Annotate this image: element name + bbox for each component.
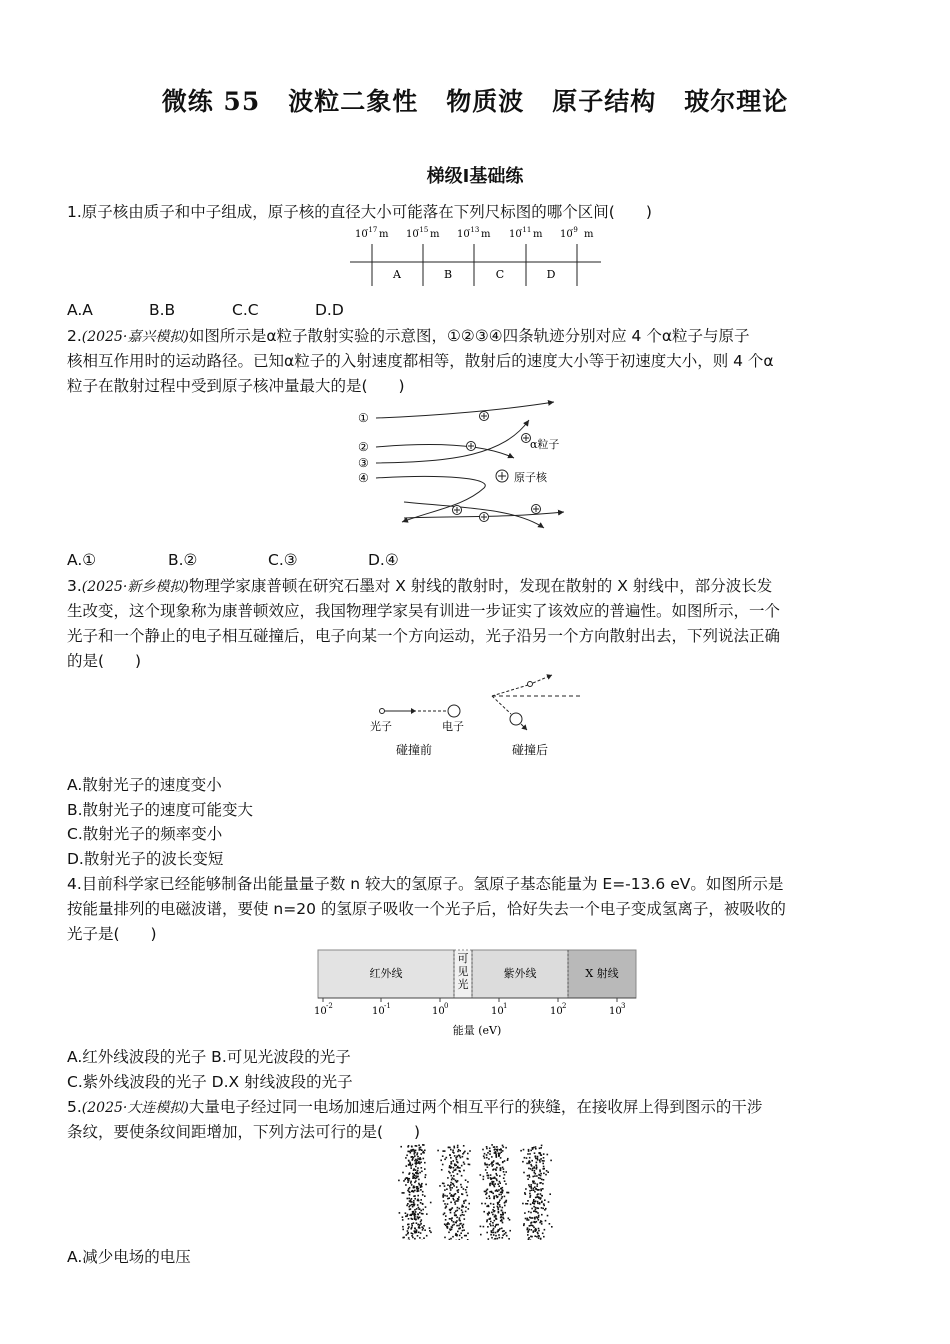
svg-text:-2: -2 <box>326 1002 333 1010</box>
after-label: 碰撞后 <box>512 743 549 757</box>
track-label: ① <box>358 411 369 425</box>
page-title <box>0 82 950 118</box>
svg-text:10: 10 <box>314 1006 327 1017</box>
tick-label <box>491 1002 507 1017</box>
track-label: ③ <box>358 456 369 470</box>
q1-scale-figure <box>345 224 605 290</box>
nucleus-label: 原子核 <box>514 471 547 484</box>
band-label: 紫外线 <box>503 967 537 980</box>
svg-text:-17: -17 <box>366 226 378 234</box>
option[interactable]: B.② <box>168 551 198 569</box>
q3-text: 3.(2025·新乡模拟)物理学家康普顿在研究石墨对 X 射线的散射时，发现在散射的 X 射线中，部分波长发 <box>67 577 773 595</box>
tick-label <box>550 1002 566 1017</box>
svg-text:10: 10 <box>457 229 470 240</box>
svg-text:10: 10 <box>509 229 522 240</box>
band-char: 光 <box>457 978 469 991</box>
scale-label <box>406 226 440 240</box>
svg-text:1: 1 <box>503 1002 508 1010</box>
track-label: ② <box>358 440 369 454</box>
tick-label <box>372 1002 391 1017</box>
tick-label <box>609 1002 625 1017</box>
option[interactable]: A.A <box>67 301 93 319</box>
title-part: 物质波 <box>446 87 525 116</box>
q4-options[interactable]: C.紫外线波段的光子 D.X 射线波段的光子 <box>67 1073 353 1091</box>
scale-region: D <box>546 268 556 281</box>
option[interactable]: C.C <box>232 301 259 319</box>
svg-text:-1: -1 <box>384 1002 391 1010</box>
q5-text: 条纹，要使条纹间距增加，下列方法可行的是( ) <box>67 1123 421 1141</box>
svg-text:10: 10 <box>491 1006 504 1017</box>
q2-text: 粒子在散射过程中受到原子核冲量最大的是( ) <box>67 377 405 395</box>
svg-text:m: m <box>379 229 389 240</box>
svg-text:-15: -15 <box>417 226 429 234</box>
svg-text:-13: -13 <box>468 226 480 234</box>
svg-text:3: 3 <box>621 1002 626 1010</box>
scale-label <box>509 226 543 240</box>
svg-text:m: m <box>430 229 440 240</box>
q3-option[interactable]: C.散射光子的频率变小 <box>67 825 223 843</box>
svg-text:0: 0 <box>444 1002 449 1010</box>
q5-interference-fringes-figure <box>394 1144 556 1240</box>
svg-text:10: 10 <box>550 1006 563 1017</box>
tick-label <box>314 1002 333 1017</box>
option[interactable]: C.③ <box>268 551 298 569</box>
title-part: 微练 55 <box>161 87 261 116</box>
svg-text:m: m <box>481 229 491 240</box>
q4-text: 光子是( ) <box>67 925 157 943</box>
scale-label <box>560 226 594 240</box>
q2-alpha-scattering-figure <box>354 400 584 530</box>
electron-label: 电子 <box>442 720 464 733</box>
title-part: 波粒二象性 <box>288 87 419 116</box>
q3-option[interactable]: A.散射光子的速度变小 <box>67 776 222 794</box>
q4-options[interactable]: A.红外线波段的光子 B.可见光波段的光子 <box>67 1048 351 1066</box>
scale-region: B <box>443 268 453 281</box>
scale-label <box>355 226 389 240</box>
q3-text: 光子和一个静止的电子相互碰撞后，电子向某一个方向运动，光子沿另一个方向散射出去，下列说法正确 <box>67 627 781 645</box>
svg-text:10: 10 <box>372 1006 385 1017</box>
section-subtitle: 梯级Ⅰ基础练 <box>426 166 524 187</box>
option[interactable]: D.④ <box>368 551 399 569</box>
q3-option[interactable]: D.散射光子的波长变短 <box>67 850 224 868</box>
svg-text:2: 2 <box>562 1002 567 1010</box>
photon-label: 光子 <box>370 720 392 733</box>
svg-text:10: 10 <box>609 1006 622 1017</box>
svg-text:m: m <box>584 229 594 240</box>
before-label: 碰撞前 <box>396 743 433 757</box>
q3-text: 的是( ) <box>67 652 142 670</box>
svg-text:10: 10 <box>560 229 573 240</box>
title-part: 玻尔理论 <box>684 87 789 116</box>
scale-region: C <box>495 268 505 281</box>
tick-label <box>432 1002 448 1017</box>
svg-text:10: 10 <box>355 229 368 240</box>
band-char: 可 <box>457 952 469 965</box>
axis-label: 能量 (eV) <box>452 1024 502 1037</box>
q2-text: 2.(2025·嘉兴模拟)如图所示是α粒子散射实验的示意图，①②③④四条轨迹分别对应 4 个α粒子与原子 <box>67 327 750 345</box>
band-label: 红外线 <box>369 967 403 980</box>
scale-label <box>457 226 491 240</box>
svg-text:10: 10 <box>406 229 419 240</box>
q5-option[interactable]: A.减少电场的电压 <box>67 1248 191 1266</box>
q1-options <box>67 298 883 323</box>
svg-text:m: m <box>533 229 543 240</box>
option[interactable]: D.D <box>315 301 344 319</box>
q3-text: 生改变，这个现象称为康普顿效应，我国物理学家吴有训进一步证实了该效应的普遍性。如图所示，一个 <box>67 602 781 620</box>
band-label: X 射线 <box>585 967 619 980</box>
track-label: ④ <box>358 471 369 485</box>
title-part: 原子结构 <box>552 87 657 116</box>
band-char: 见 <box>457 965 469 978</box>
q4-spectrum-figure <box>310 946 644 1040</box>
q3-option[interactable]: B.散射光子的速度可能变大 <box>67 801 254 819</box>
option[interactable]: B.B <box>149 301 176 319</box>
svg-text:-9: -9 <box>571 226 578 234</box>
q2-options <box>67 548 883 573</box>
q5-text: 5.(2025·大连模拟)大量电子经过同一电场加速后通过两个相互平行的狭缝，在接收屏上得到图示的干涉 <box>67 1098 763 1116</box>
svg-text:10: 10 <box>432 1006 445 1017</box>
q4-text: 按能量排列的电磁波谱，要使 n=20 的氢原子吸收一个光子后，恰好失去一个电子变成氢离子，被吸收的 <box>67 900 786 918</box>
scale-region: A <box>393 268 401 281</box>
q3-compton-figure <box>362 670 592 764</box>
q2-text: 核相互作用时的运动路径。已知α粒子的入射速度都相等，散射后的速度大小等于初速度大小，则 4 个α <box>67 352 774 370</box>
alpha-label: α粒子 <box>530 438 560 451</box>
svg-text:-11: -11 <box>520 226 532 234</box>
q4-text: 4.目前科学家已经能够制备出能量量子数 n 较大的氢原子。氢原子基态能量为 E=-13.6 eV。如图所示是 <box>67 875 784 893</box>
option[interactable]: A.① <box>67 551 97 569</box>
q1-text: 1.原子核由质子和中子组成，原子核的直径大小可能落在下列尺标图的哪个区间( ) <box>67 203 652 221</box>
